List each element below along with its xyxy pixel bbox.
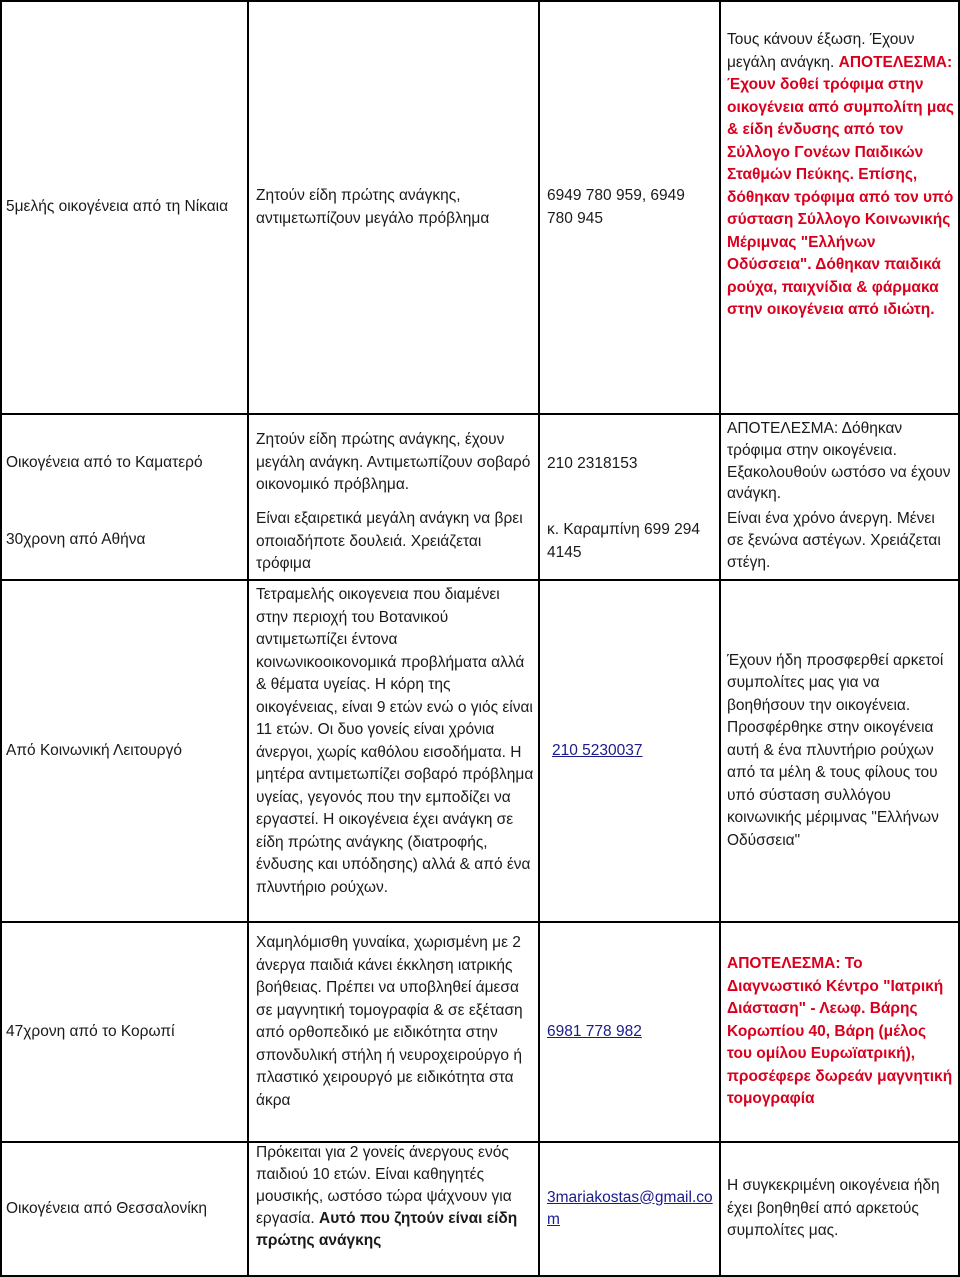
needs-text: Ζητούν είδη πρώτης ανάγκης, έχουν μεγάλη ανάγκη. Αντιμετωπίζουν σοβαρό οικονομικό πρόβλημα.: [256, 431, 531, 493]
table-cell: [6, 2, 242, 413]
needs-text: Είναι εξαιρετικά μεγάλη ανάγκη να βρει οποιαδήποτε δουλειά. Χρειάζεται τρόφιμα: [256, 510, 523, 572]
needs-text: Τετραμελής οικογενεια που διαμένει στην περιοχή του Βοτανικού αντιμετωπίζει έντονα κοινωνικοοικονομικά προβλήματα αλλά & θέματα υγείας. Η κόρη της οικογένειας, είναι 9 ετών ενώ ο γιός είναι 11 ετών. Οι δυο γονείς είναι χρόνια άνεργοι, χωρίς καθόλου εισοδήματα. Η μητέρα αντιμετωπίζει σοβαρό πρόβλημα υγείας, γεγονός που την εμποδίζει να εργαστεί. Η οικογένεια έχει ανάγκη σε είδη πρώτης ανάγκης (διατροφής, ένδυσης και υπόδησης) αλλά & από ένα πλυντήριο ρούχων.: [256, 586, 534, 896]
contact-phone: 210 2318153: [547, 455, 638, 472]
table-cell: [727, 29, 955, 322]
result-text: ΑΠΟΤΕΛΕΣΜΑ: Δόθηκαν τρόφιμα στην οικογένεια. Εξακολουθούν ωστόσο να έχουν ανάγκη.: [727, 420, 951, 503]
contact-phone: 6949 780 959, 6949 780 945: [547, 187, 685, 227]
table-cell: [727, 508, 955, 574]
table-cell: [547, 1143, 717, 1275]
status-text: Η συγκεκριμένη οικογένεια ήδη έχει βοηθηθεί από αρκετούς συμπολίτες μας.: [727, 1177, 940, 1240]
table-cell: [256, 429, 542, 497]
table-cell: [727, 581, 955, 921]
table-cell: [547, 453, 715, 476]
needs-highlight: Αυτό που ζητούν είναι είδη πρώτης ανάγκης: [256, 1210, 518, 1249]
table-cell: [727, 418, 955, 505]
table-cell: [547, 923, 715, 1141]
contact-phone: κ. Καραμπίνη 699 294 4145: [547, 521, 701, 561]
result-text: ΑΠΟΤΕΛΕΣΜΑ: Το Διαγνωστικό Κέντρο "Ιατρική Διάσταση" - Λεωφ. Βάρης Κορωπίου 40, Βάρη (μέλος του ομίλου Ευρωϊατρική), προσέφερε δωρεάν μαγνητική τομογραφία: [727, 955, 953, 1108]
case-description: 47χρονη από το Κορωπί: [6, 1022, 175, 1040]
table-cell: [256, 932, 536, 1112]
grid-line: [0, 0, 2, 1277]
contact-email-link[interactable]: 3mariakostas@gmail.com: [547, 1188, 713, 1228]
table-cell: [256, 508, 534, 576]
table-cell: [547, 519, 707, 564]
table-cell: [256, 2, 534, 413]
status-text: Τους κάνουν έξωση. Έχουν μεγάλη ανάγκη.: [727, 31, 915, 71]
table-cell: [6, 923, 242, 1141]
grid-line: [719, 0, 721, 1277]
table-cell: [727, 1143, 955, 1275]
table-cell: [552, 581, 715, 921]
table-cell: [256, 1142, 536, 1252]
grid-line: [538, 0, 540, 1277]
case-description: Από Κοινωνική Λειτουργό: [6, 741, 182, 759]
contact-phone-link[interactable]: 210 5230037: [552, 741, 643, 759]
table-cell: [547, 2, 715, 413]
contact-phone-link[interactable]: 6981 778 982: [547, 1022, 642, 1040]
case-description: 5μελής οικογένεια από τη Νίκαια: [6, 198, 229, 216]
table-cell: [6, 415, 242, 511]
status-text: Είναι ένα χρόνο άνεργη. Μένει σε ξενώνα αστέγων. Χρειάζεται στέγη.: [727, 510, 941, 571]
table-cell: [727, 923, 955, 1141]
case-description: Οικογένεια από το Καματερό: [6, 453, 203, 471]
status-text: Έχουν ήδη προσφερθεί αρκετοί συμπολίτες μας για να βοηθήσουν την οικογένεια. Προσφέρθηκε στην οικογένεια αυτή & ένα πλυντήριο ρούχων από τα μέλη & τους φίλους του υπό σύσταση συλλόγου κοινωνικής μέριμνας "Ελλήνων Οδύσσεια": [727, 651, 944, 849]
needs-text: Χαμηλόμισθη γυναίκα, χωρισμένη με 2 άνεργα παιδιά κάνει έκκληση ιατρικής βοήθειας. Πρέπει να υποβληθεί άμεσα σε μαγνητική τομογραφία & σε εξέταση από ορθοπεδικό με ειδικότητα στην σπονδυλική στήλη ή νευροχειρούργο ή πλαστικό χειρουργό με ειδικότητα στα άκρα: [256, 934, 523, 1109]
table-cell: [256, 584, 536, 899]
case-description: Οικογένεια από Θεσσαλονίκη: [6, 1199, 208, 1217]
table-cell: [6, 581, 242, 921]
table-cell: [6, 510, 242, 570]
grid-line: [247, 0, 249, 1277]
case-description: 30χρονη από Αθήνα: [6, 530, 146, 548]
result-text: ΑΠΟΤΕΛΕΣΜΑ: Έχουν δοθεί τρόφιμα στην οικογένεια από συμπολίτη μας & είδη ένδυσης από τον Σύλλογο Γονέων Παιδικών Σταθμών Πεύκης. Επίσης, δόθηκαν τρόφιμα από τον υπό σύσταση Σύλλογο Κοινωνικής Μέριμνας "Ελλήνων Οδύσσεια". Δόθηκαν παιδικά ρούχα, παιχνίδια & φάρμακα στην οικογένεια από ιδιώτη.: [727, 53, 954, 318]
needs-text: Πρόκειται για 2 γονείς άνεργους ενός παιδιού 10 ετών. Είναι καθηγητές μουσικής, ωστόσο τώρα ψάχνουν για εργασία.: [256, 1144, 512, 1227]
needs-text: Ζητούν είδη πρώτης ανάγκης, αντιμετωπίζουν μεγάλο πρόβλημα: [256, 187, 490, 227]
table-cell: [6, 1143, 242, 1275]
